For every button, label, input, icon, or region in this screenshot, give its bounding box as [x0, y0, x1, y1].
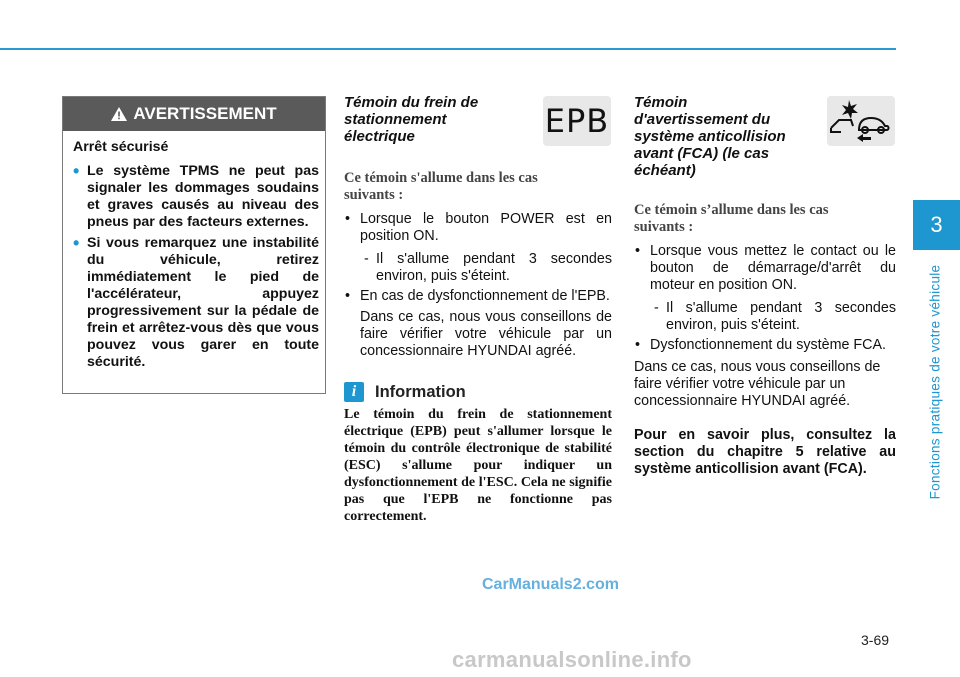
page-number: 3-69 [861, 632, 890, 648]
chapter-title-vertical [920, 256, 950, 508]
information-heading [344, 382, 612, 402]
bullet-dot: • [73, 161, 80, 181]
fca-title: Témoin d'avertissement du système anticollision avant (FCA) (le cas échéant) [634, 94, 786, 179]
epb-title: Témoin du frein de stationnement électrique [344, 94, 479, 145]
epb-intro: Ce témoin s'allume dans les cas suivants : [344, 170, 538, 203]
fca-bullet-2-text: Dysfonctionnement du système FCA. [650, 337, 886, 353]
warning-bullet [73, 235, 319, 371]
warning-bullet-text: Le système TPMS ne peut pas signaler les dommages soudains et graves causés au niveau des pneus par des facteurs externes. [87, 163, 319, 230]
watermark-top: CarManuals2.com [482, 576, 619, 593]
fca-sub-1: - Il s'allume pendant 3 secondes environ, puis s'éteint. [654, 300, 896, 333]
chapter-number-tab: 3 [913, 200, 960, 250]
warning-bullet-text: Si vous remarquez une instabilité du véhicule, retirez immédiatement le pied de l'accélérateur, appuyez progressivement sur la pédale de frein et arrêtez-vous dès que vous pouvez vous garer en toute sécurité. [87, 235, 319, 370]
fca-section [634, 94, 896, 478]
fca-bullet-1-text: Lorsque vous mettez le contact ou le bouton de démarrage/d'arrêt du moteur en position ON. [650, 243, 896, 293]
fca-intro: Ce témoin s’allume dans les cas suivants : [634, 202, 829, 235]
header-rule [0, 48, 896, 50]
fca-bullet-1: • Lorsque vous mettez le contact ou le bouton de démarrage/d'arrêt du moteur en position ON. [635, 243, 896, 293]
epb-indicator-icon: EPB [543, 96, 611, 146]
fca-bold-paragraph: Pour en savoir plus, consultez la section du chapitre 5 relative au système anticollision avant (FCA). [634, 427, 896, 477]
epb-bullet-1-text: Lorsque le bouton POWER est en position ON. [360, 211, 612, 244]
bullet-dot: • [73, 233, 80, 253]
warning-body [73, 139, 319, 375]
epb-sub-1: - Il s'allume pendant 3 secondes environ, puis s'éteint. [364, 251, 612, 284]
watermark-bottom: carmanualsonline.info [452, 647, 692, 672]
information-title: Information [375, 382, 466, 401]
epb-bullet-1: • Lorsque le bouton POWER est en position ON. [345, 211, 612, 244]
chapter-title: Fonctions pratiques de votre véhicule [927, 264, 943, 500]
fca-paragraph: Dans ce cas, nous vous conseillons de faire vérifier votre véhicule par un concessionnaire HYUNDAI agréé. [634, 359, 881, 409]
epb-bullet-2-follow: Dans ce cas, nous vous conseillons de faire vérifier votre véhicule par un concessionnaire HYUNDAI agréé. [360, 309, 612, 359]
fca-sub-1-text: Il s'allume pendant 3 secondes environ, puis s'éteint. [666, 300, 896, 333]
epb-sub-1-text: Il s'allume pendant 3 secondes environ, puis s'éteint. [376, 251, 612, 284]
warning-triangle-icon [111, 107, 127, 121]
epb-bullet-2: • En cas de dysfonctionnement de l'EPB. [345, 288, 610, 304]
epb-bullet-2-text: En cas de dysfonctionnement de l'EPB. [360, 288, 610, 304]
epb-section [344, 94, 612, 525]
warning-box [62, 96, 326, 394]
information-text: Le témoin du frein de stationnement électrique (EPB) peut s'allumer lorsque le témoin du contrôle électronique de stabilité (ESC) s'allume pour indiquer un dysfonctionnement de l'ESC. Cela ne signifie pas que l'EPB ne fonctionne pas correctement. [344, 407, 612, 524]
information-icon: i [344, 382, 364, 402]
warning-header [63, 97, 325, 131]
warning-bullet [73, 163, 319, 231]
warning-subtitle: Arrêt sécurisé [73, 139, 169, 155]
fca-bullet-2: • Dysfonctionnement du système FCA. [635, 337, 886, 353]
warning-header-text: AVERTISSEMENT [133, 104, 277, 123]
